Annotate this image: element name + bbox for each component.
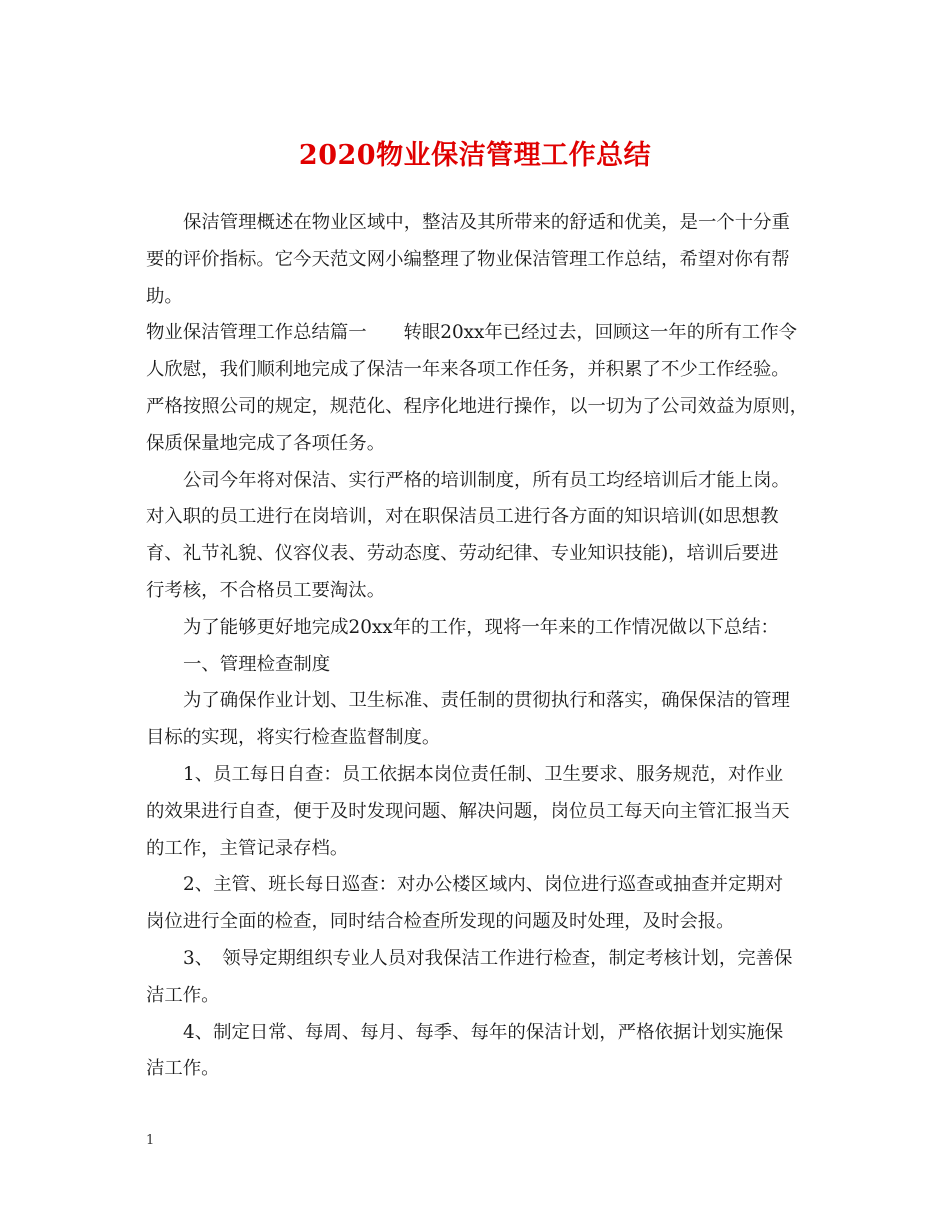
body-line: 保质保量地完成了各项任务。	[146, 432, 386, 454]
body-line: 要的评价指标。它今天范文网小编整理了物业保洁管理工作总结，希望对你有帮	[146, 248, 790, 270]
body-line: 2、主管、班长每日巡查：对办公楼区域内、岗位进行巡查或抽查并定期对	[183, 874, 784, 896]
body-line: 为了确保作业计划、卫生标准、责任制的贯彻执行和落实，确保保洁的管理	[183, 690, 790, 712]
body-line: 人欣慰，我们顺利地完成了保洁一年来各项工作任务，并积累了不少工作经验。	[146, 359, 790, 381]
body-line: 3、 领导定期组织专业人员对我保洁工作进行检查，制定考核计划，完善保	[183, 947, 793, 969]
body-line: 目标的实现，将实行检查监督制度。	[146, 727, 441, 749]
body-line: 洁工作。	[146, 984, 220, 1006]
body-line: 为了能够更好地完成20xx年的工作，现将一年来的工作情况做以下总结：	[183, 616, 779, 638]
body-line: 物业保洁管理工作总结篇一 转眼20xx年已经过去，回顾这一年的所有工作令	[146, 322, 798, 344]
body-line: 育、礼节礼貌、仪容仪表、劳动态度、劳动纪律、专业知识技能)，培训后要进	[146, 543, 779, 565]
body-line: 的效果进行自查，便于及时发现问题、解决问题，岗位员工每天向主管汇报当天	[146, 800, 790, 822]
body-line: 的工作，主管记录存档。	[146, 837, 349, 859]
section-heading: 一、管理检查制度	[183, 653, 331, 675]
document-body	[146, 205, 811, 1088]
body-line: 4、制定日常、每周、每月、每季、每年的保洁计划，严格依据计划实施保	[183, 1021, 784, 1043]
body-line: 严格按照公司的规定，规范化、程序化地进行操作，以一切为了公司效益为原则，	[146, 395, 809, 417]
body-line: 1、员工每日自查：员工依据本岗位责任制、卫生要求、服务规范，对作业	[183, 763, 784, 785]
document-title: 2020物业保洁管理工作总结	[298, 140, 652, 171]
page-number: 1	[146, 1133, 155, 1148]
body-line: 行考核，不合格员工要淘汰。	[146, 579, 386, 601]
body-line: 助。	[146, 285, 183, 307]
body-line: 对入职的员工进行在岗培训，对在职保洁员工进行各方面的知识培训(如思想教	[146, 506, 779, 528]
body-line: 公司今年将对保洁、实行严格的培训制度，所有员工均经培训后才能上岗。	[183, 469, 790, 491]
body-line: 岗位进行全面的检查，同时结合检查所发现的问题及时处理，及时会报。	[146, 911, 735, 933]
body-line: 洁工作。	[146, 1058, 220, 1080]
body-line: 保洁管理概述在物业区域中，整洁及其所带来的舒适和优美，是一个十分重	[183, 212, 790, 233]
